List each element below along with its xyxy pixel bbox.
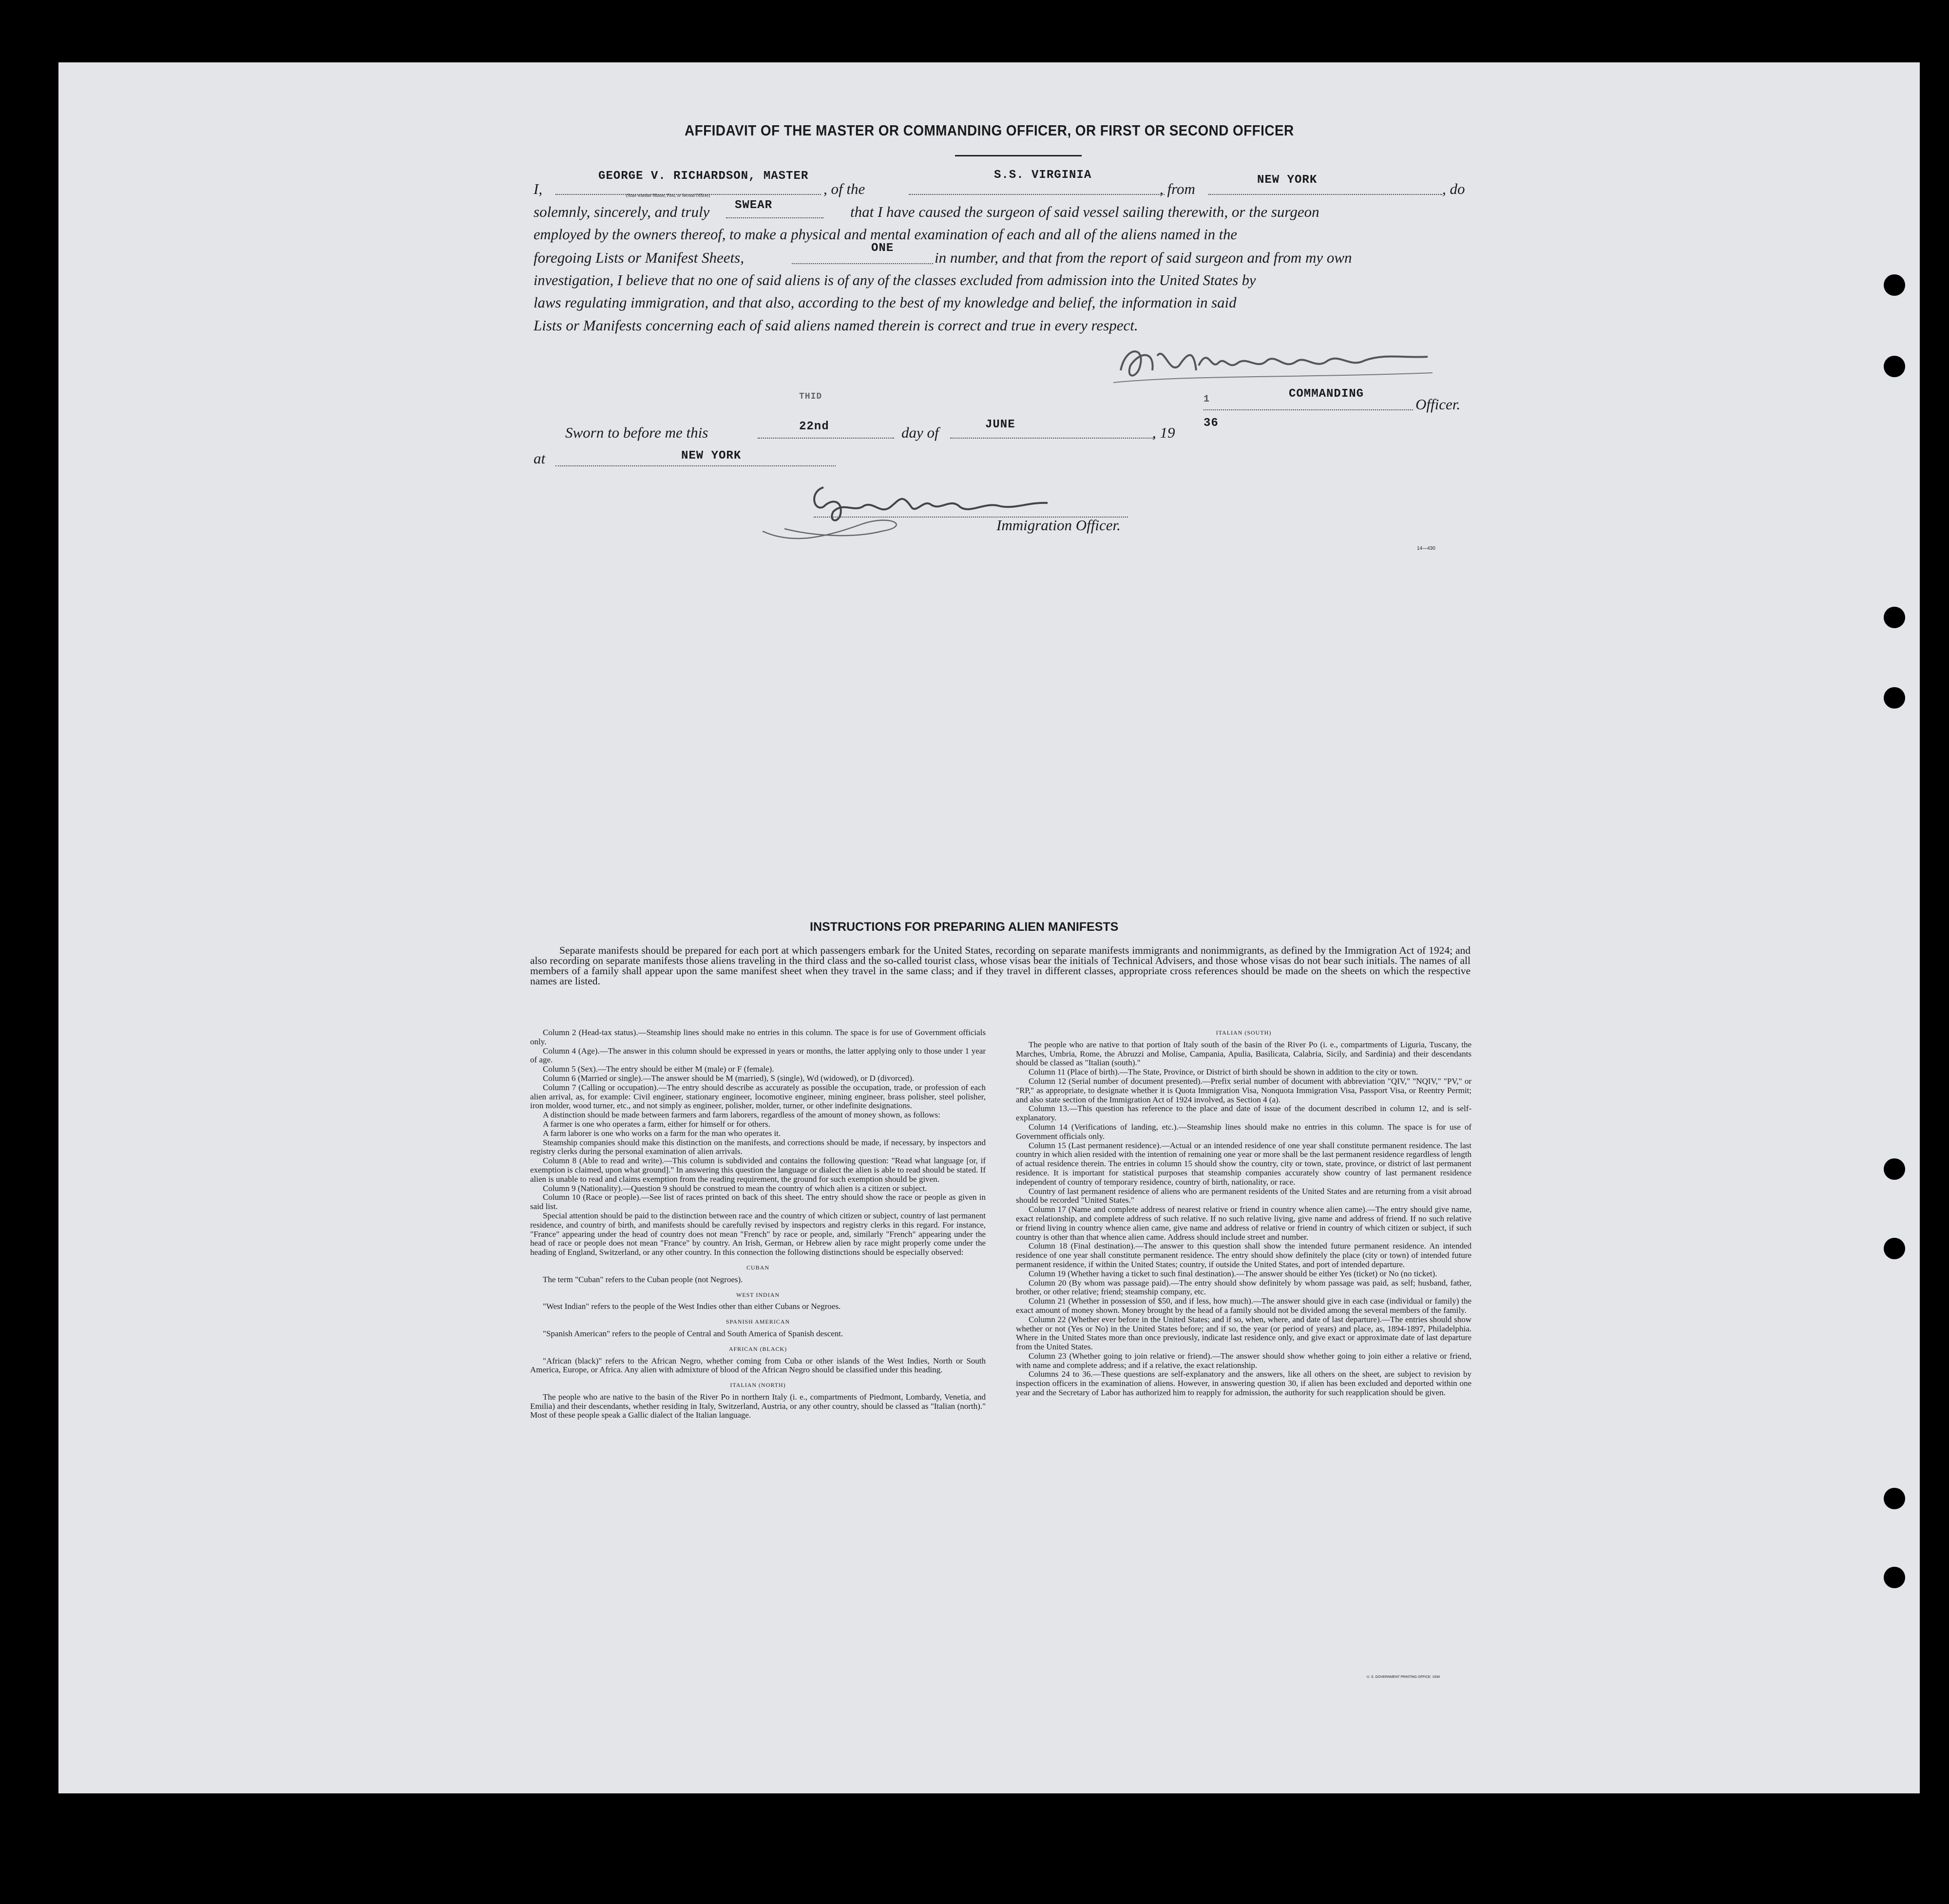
sworn-year: 36 [1204, 417, 1219, 430]
instructions-intro: Separate manifests should be prepared for each port at which passengers embark for the United States, recording on separate manifests immigrants and nonimmigrants, as defined by the Immigration Act of 1924; and also recording on separate manifests those aliens traveling in the third class and the so-called tourist class, whose visas bear the initials of Technical Advisers, and those whose visas do not bear such initials. The names of all members of a family shall appear upon the same manifest sheet when they travel in the same class; and if they travel in different classes, appropriate cross references should be made on the sheets on which the respective names are listed. [530, 944, 1471, 987]
binder-hole [1884, 1238, 1905, 1259]
officer-label: Officer. [1415, 396, 1461, 413]
instruction-paragraph: Column 13.—This question has reference to the place and date of issue of the document described in column 12, and is self-explanatory. [1016, 1104, 1471, 1123]
binder-hole [1884, 687, 1905, 709]
binder-hole [1884, 607, 1905, 628]
instruction-paragraph: Column 19 (Whether having a ticket to such final destination).—The answer should be either Yes (ticket) or No (no ticket). [1029, 1269, 1437, 1278]
day-of-label: day of [901, 424, 939, 441]
from-port: NEW YORK [1257, 173, 1318, 187]
officer-rank: COMMANDING [1289, 387, 1364, 401]
instruction-paragraph: Column 8 (Able to read and write).—This column is subdivided and contains the following question: "Read what language [or, if exemption is claimed, upon what ground]." In answering this question the language or dialect the alien is able to read should be stated. If alien is unable to read and claims exemption from the reading requirement, the ground for such exemption should be given. [530, 1156, 986, 1184]
vessel-line [909, 194, 1165, 195]
instructions-title: INSTRUCTIONS FOR PREPARING ALIEN MANIFESTS [810, 920, 1119, 934]
instruction-paragraph: Column 17 (Name and complete address of nearest relative or friend in country whence alien came).—The entry should give name, exact relationship, and complete address of such relative. If no such relative living, give name and address of friend. If no such relative or friend living in country whence alien came, give name and address of relative or friend in country of which citizen or subject, if such country is other than that whence alien came. Address should include street and number. [1016, 1205, 1471, 1242]
instruction-paragraph: Column 20 (By whom was passage paid).—The entry should show definitely by whom passage was paid, as self; husband, father, brother, or other relative; friend; steamship company, etc. [1016, 1278, 1471, 1297]
affidavit-line4-rest: in number, and that from the report of said surgeon and from my own [935, 249, 1352, 266]
sworn-day: 22nd [799, 420, 829, 433]
instruction-paragraph: The term "Cuban" refers to the Cuban people (not Negroes). [543, 1274, 743, 1284]
affidavit-line7: Lists or Manifests concerning each of said aliens named therein is correct and true in every respect. [534, 317, 1138, 334]
instruction-paragraph: Special attention should be paid to the distinction between race and the country of which citizen or subject, country of last permanent residence, and country of birth, and manifests should be carefully revised by inspectors and registry clerks in this regard. For instance, "France" appearing under the head of country does not mean "French" by race or people, and, similarly "French" appearing under the head of race or people does not mean "France" by country. An Irish, German, or Hebrew alien by race might properly come under the heading of England, Switzerland, or any other country. In this connection the following distinctions should be especially observed: [530, 1211, 986, 1257]
from-label: , from [1160, 180, 1195, 197]
port-line [1208, 194, 1442, 195]
section-heading-spanish-american: SPANISH AMERICAN [726, 1318, 790, 1326]
binder-hole [1884, 1567, 1905, 1588]
instruction-paragraph: A farmer is one who operates a farm, either for himself or for others. [543, 1119, 770, 1129]
binder-hole [1884, 1158, 1905, 1180]
solemnly-label: solemnly, sincerely, and truly [534, 203, 710, 220]
binder-hole [1884, 274, 1905, 296]
binder-hole [1884, 1488, 1905, 1509]
instruction-paragraph: Column 23 (Whether going to join relative or friend).—The answer should show whether going to join either a relative or friend, with name and complete address; and if a relative, the exact relationship. [1016, 1351, 1471, 1370]
instruction-paragraph: Column 14 (Verifications of landing, etc.).—Steamship lines should make no entries in this column. The space is for use of Government officials only. [1016, 1122, 1471, 1141]
instruction-paragraph: Columns 24 to 36.—These questions are self-explanatory and the answers, like all others on the sheet, are subject to revision by inspection officers in the examination of aliens. However, in answering question 30, if alien has been excluded and deported within one year and the Secretary of Labor has authorized him to reapply for admission, the authority for such reapplication should be given. [1016, 1369, 1471, 1398]
instruction-paragraph: A farm laborer is one who works on a farm for the man who operates it. [543, 1128, 781, 1138]
affidavit-line2: that I have caused the surgeon of said vessel sailing therewith, or the surgeon [850, 203, 1319, 220]
at-label: at [534, 450, 546, 467]
instructions-left-column [530, 1028, 986, 1420]
instruction-paragraph: Column 4 (Age).—The answer in this column should be expressed in years or months, the latter applying only to those under 1 year of age. [530, 1046, 986, 1065]
section-heading-italian-south: ITALIAN (SOUTH) [1216, 1029, 1272, 1036]
count-line [792, 263, 933, 264]
oath-word: SWEAR [735, 199, 773, 212]
instruction-paragraph: Column 10 (Race or people).—See list of races printed on back of this sheet. The entry should show the race or people as given in said list. [530, 1192, 986, 1212]
instruction-paragraph: Column 5 (Sex).—The entry should be either M (male) or F (female). [543, 1064, 774, 1074]
sworn-month: JUNE [985, 418, 1015, 431]
instruction-paragraph: Column 7 (Calling or occupation).—The entry should describe as accurately as possible the occupation, trade, or profession of each alien arrival, as, for example: Civil engineer, stationary engineer, locomotive engineer, mining engineer, brass polisher, steel polisher, iron molder, wood turner, etc., and not simply as engineer, polisher, molder, turner, or other indefinite designations. [530, 1082, 986, 1111]
instruction-paragraph: Column 11 (Place of birth).—The State, Province, or District of birth should be shown in addition to the city or town. [1029, 1067, 1418, 1077]
instruction-paragraph: A distinction should be made between farmers and farm laborers, regardless of the amount of money shown, as follows: [543, 1110, 940, 1120]
instruction-paragraph: Column 2 (Head-tax status).—Steamship lines should make no entries in this column. The space is for use of Government officials only. [530, 1028, 986, 1046]
section-heading-italian-north: ITALIAN (NORTH) [730, 1382, 786, 1389]
instruction-paragraph: Column 15 (Last permanent residence).—Actual or an intended residence of one year shall constitute permanent residence. The last country in which alien resided with the intention of remaining one year or more shall be the last permanent residence regardless of length of actual residence therein. The entries in column 15 should show the country, city or town, state, province, or district of last permanent residence. It is important for statistical purposes that steamship companies accurately show country of last permanent residence independent of country of temporary residence, country of birth, nationality, or race. [1016, 1140, 1471, 1187]
immigration-officer-signature [755, 478, 1067, 551]
do-label: , do [1442, 180, 1465, 197]
form-number: 14—430 [1417, 546, 1435, 551]
instruction-paragraph: Column 22 (Whether ever before in the United States; and if so, when, where, and date of last departure).—The entries should show whether or not (Yes or No) in the United States before; and if so, the year (or period of years) and place, as, 1894-1897, Philadelphia. Where in the United States more than once previously, indicate last residence only, and give exact or approximate date of last departure from the United States. [1016, 1314, 1471, 1352]
state-note: (State whether Master, First, or Second Officer) [626, 193, 710, 198]
section-heading-african: AFRICAN (BLACK) [728, 1345, 787, 1352]
sheet-count: ONE [871, 242, 894, 255]
instruction-paragraph: Steamship companies should make this distinction on the manifests, and corrections should be made, if necessary, by inspectors and registry clerks during the personal examination of alien arrivals. [530, 1137, 986, 1156]
instruction-paragraph: Column 18 (Final destination).—The answer to this question shall show the intended future permanent residence. An intended residence of one year shall constitute permanent residence. The entry should show definitely the place (city or town) of intended future permanent residence, if within the United States; country, if outside the United States, and port of intended departure. [1016, 1241, 1471, 1269]
place-line [555, 465, 836, 466]
affidavit-line6: laws regulating immigration, and that also, according to the best of my knowledge and belief, the information in said [534, 294, 1237, 311]
affidavit-title: AFFIDAVIT OF THE MASTER OR COMMANDING OFFICER, OR FIRST OR SECOND OFFICER [685, 122, 1294, 139]
instruction-paragraph: "African (black)" refers to the African Negro, whether coming from Cuba or other islands of the West Indies, North or South America, Europe, or Africa. Any alien with admixture of blood of the African Negro should be classified under this heading. [530, 1356, 986, 1375]
vessel-name: S.S. VIRGINIA [994, 169, 1092, 182]
section-heading-west-indian: WEST INDIAN [736, 1291, 780, 1298]
affidavit-line4-start: foregoing Lists or Manifest Sheets, [534, 249, 744, 266]
struck-digit: 1 [1204, 394, 1210, 405]
title-rule [955, 155, 1082, 156]
instruction-paragraph: Column 21 (Whether in possession of $50, and if less, how much).—The answer should give in each case (individual or family) the exact amount of money shown. Money brought by the head of a family should not be divided among the several members of the family. [1016, 1296, 1471, 1315]
instruction-paragraph: Column 12 (Serial number of document presented).—Prefix serial number of document with abbreviation "QIV," "NQIV," "PV," or "RP," as appropriate, to designate whether it is Quota Immigration Visa, Nonquota Immigration Visa, Passport Visa, or Reentry Permit; and also state section of the Immigration Act of 1924 involved, as Section 4 (a). [1016, 1076, 1471, 1104]
year-prefix: , 19 [1152, 424, 1175, 441]
day-line [758, 438, 894, 439]
immigration-officer-label: Immigration Officer. [996, 517, 1121, 534]
instruction-paragraph: Column 9 (Nationality).—Question 9 should be construed to mean the country of which alien is a citizen or subject. [543, 1183, 927, 1193]
master-signature [1111, 336, 1442, 390]
affidavit-line3: employed by the owners thereof, to make a physical and mental examination of each and all of the aliens named in the [534, 226, 1237, 243]
instruction-paragraph: The people who are native to that portion of Italy south of the basin of the River Po (i. e., compartments of Liguria, Tuscany, the Marches, Umbria, Rome, the Abruzzi and Molise, Campania, Apulia, Basilicata, Calabria, Sicily, and Sardinia) and their descendants should be classed as "Italian (south)." [1016, 1039, 1471, 1068]
instruction-paragraph: Country of last permanent residence of aliens who are permanent residents of the United States and are returning from a visit abroad should be recorded "United States." [1016, 1186, 1471, 1205]
affidavit-i: I, [534, 180, 543, 197]
officer-name: GEORGE V. RICHARDSON, MASTER [598, 170, 809, 183]
day-overtype: THID [799, 392, 822, 402]
instruction-paragraph: The people who are native to the basin of the River Po in northern Italy (i. e., compartments of Piedmont, Lombardy, Venetia, and Emilia) and their descendants, whether residing in Italy, Switzerland, Austria, or any other country, should be classed as "Italian (north)." Most of these people speak a Gallic dialect of the Italian language. [530, 1392, 986, 1420]
instruction-paragraph: "Spanish American" refers to the people of Central and South America of Spanish descent. [543, 1328, 843, 1338]
printer-imprint: U. S. GOVERNMENT PRINTING OFFICE: 1934 [1367, 1675, 1440, 1679]
oath-line [726, 217, 823, 218]
instruction-paragraph: "West Indian" refers to the people of the West Indies other than either Cubans or Negroes. [543, 1302, 841, 1311]
rank-line [1204, 409, 1413, 410]
instruction-paragraph: Column 6 (Married or single).—The answer should be M (married), S (single), Wd (widowed), or D (divorced). [543, 1073, 915, 1083]
sworn-place: NEW YORK [681, 449, 742, 462]
of-the-label: , of the [823, 180, 865, 197]
sworn-label: Sworn to before me this [565, 424, 708, 441]
instructions-right-column [1016, 1028, 1471, 1398]
section-heading-cuban: CUBAN [746, 1264, 769, 1271]
month-line [950, 438, 1155, 439]
binder-hole [1884, 356, 1905, 377]
affidavit-line5: investigation, I believe that no one of said aliens is of any of the classes excluded from admission into the United States by [534, 272, 1256, 288]
